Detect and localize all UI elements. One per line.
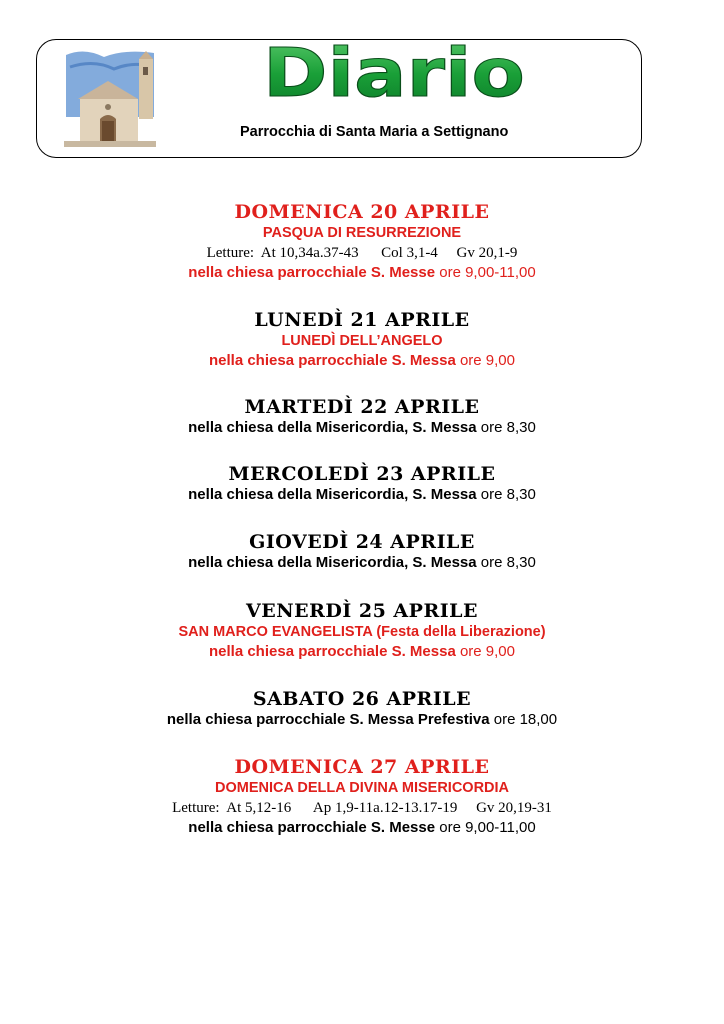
mass-info (0, 351, 724, 371)
mass-time: ore 8,30 (476, 419, 536, 436)
title-text: Diario (263, 42, 525, 112)
day-block (0, 600, 724, 662)
readings: Letture: At 10,34a.37-43 Col 3,1-4 Gv 20,1-9 (206, 245, 518, 261)
mass-place: nella chiesa della Misericordia, S. Messa (188, 486, 477, 503)
day-block (0, 396, 724, 438)
mass-info (0, 263, 724, 283)
readings: Letture: At 5,12-16 Ap 1,9-11a.12-13.17-19 Gv 20,19-31 (172, 800, 552, 816)
day-block (0, 309, 724, 371)
mass-time: ore 9,00 (455, 352, 515, 369)
feast-name: LUNEDÌ DELL’ANGELO (281, 333, 443, 349)
mass-place: nella chiesa parrocchiale S. Messe (188, 264, 436, 281)
diario-title (184, 42, 584, 112)
day-title: DOMENICA 20 APRILE (234, 201, 490, 223)
mass-info (0, 485, 724, 505)
mass-place: nella chiesa della Misericordia, S. Messa (188, 554, 477, 571)
feast-name: DOMENICA DELLA DIVINA MISERICORDIA (214, 780, 510, 796)
day-title: MERCOLEDÌ 23 APRILE (228, 463, 496, 485)
feast-name: PASQUA DI RESURREZIONE (262, 225, 462, 241)
day-title: VENERDÌ 25 APRILE (246, 600, 478, 622)
mass-place: nella chiesa parrocchiale S. Messa (208, 643, 456, 660)
day-block (0, 531, 724, 573)
feast-name: SAN MARCO EVANGELISTA (Festa della Liberazione) (178, 624, 546, 640)
day-title: MARTEDÌ 22 APRILE (244, 396, 480, 418)
day-block (0, 756, 724, 838)
church-illustration (64, 47, 156, 147)
mass-time: ore 18,00 (489, 711, 558, 728)
day-title: LUNEDÌ 21 APRILE (254, 309, 470, 331)
day-title: GIOVEDÌ 24 APRILE (249, 531, 475, 553)
mass-time: ore 9,00 (455, 643, 515, 660)
mass-info (0, 418, 724, 438)
mass-place: nella chiesa parrocchiale S. Messa (208, 352, 456, 369)
day-title: SABATO 26 APRILE (252, 688, 472, 710)
day-title: DOMENICA 27 APRILE (234, 756, 490, 778)
mass-time: ore 9,00-11,00 (435, 264, 536, 281)
mass-info (0, 818, 724, 838)
mass-time: ore 8,30 (476, 554, 536, 571)
day-block (0, 688, 724, 730)
mass-time: ore 8,30 (476, 486, 536, 503)
mass-time: ore 9,00-11,00 (435, 819, 536, 836)
mass-place: nella chiesa parrocchiale S. Messe (188, 819, 436, 836)
mass-place: nella chiesa parrocchiale S. Messa Prefestiva (166, 711, 490, 728)
day-block (0, 463, 724, 505)
mass-info (0, 710, 724, 730)
parish-name: Parrocchia di Santa Maria a Settignano (240, 124, 509, 140)
mass-place: nella chiesa della Misericordia, S. Messa (188, 419, 477, 436)
day-block (0, 201, 724, 283)
mass-info (0, 553, 724, 573)
mass-info (0, 642, 724, 662)
